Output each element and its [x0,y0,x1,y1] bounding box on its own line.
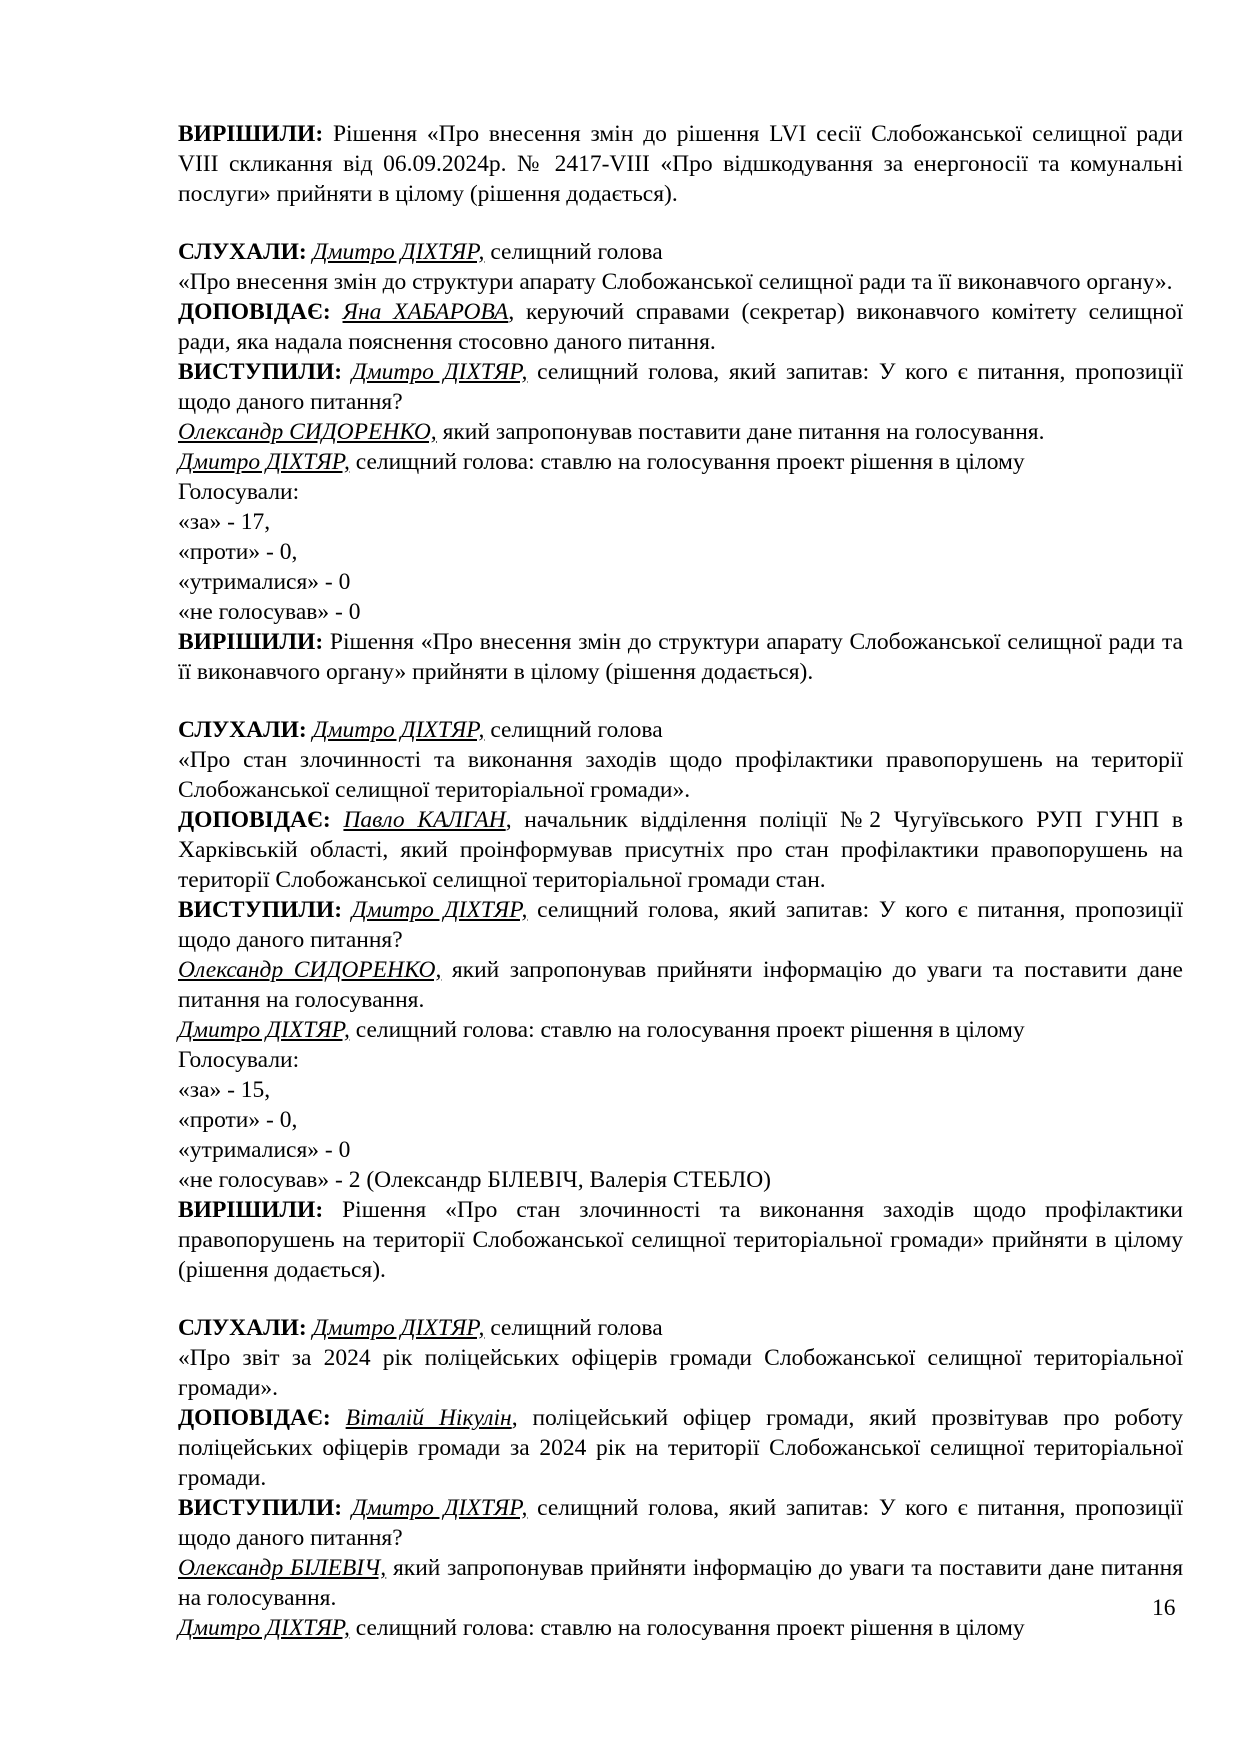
speaker-text: селищний голова: ставлю на голосування проект рішення в цілому [349,449,1025,475]
speaker-name: Віталій Нікулін [345,1405,512,1431]
speaker-paragraph [178,1613,1183,1643]
report-text: , начальник відділення поліції №2 Чугуївського РУП ГУНП в Харківській області, який проінформував присутніх про стан профілактики правопорушень на території Слобожанської селищної територіальної громади стан. [178,807,1183,893]
speaker-text: селищний голова: ставлю на голосування проект рішення в цілому [349,1017,1025,1043]
speaker-role: селищний голова [484,1315,663,1341]
speaker-paragraph [178,1015,1183,1045]
agenda-topic: «Про внесення змін до структури апарату Слобожанської селищної ради та її виконавчого органу». [178,269,1173,295]
speaker-text: який запропонував поставити дане питання на голосування. [436,419,1045,445]
report-text: , поліцейський офіцер громади, який прозвітував про роботу поліцейських офіцерів громади за 2024 рік на території Слобожанської селищної територіальної громади. [178,1405,1183,1491]
section-gap [178,209,1183,237]
section-gap [178,687,1183,715]
speaker-name: Олександр БІЛЕВІЧ, [178,1555,387,1581]
speaker-role: селищний голова [484,239,663,265]
decision-paragraph [178,119,1183,209]
speaker-paragraph [178,955,1183,1015]
spoke-label: ВИСТУПИЛИ: [178,359,343,385]
spoke-text: селищний голова, який запитав: У кого є питання, пропозиції щодо даного питання? [178,359,1183,415]
speaker-name: Дмитро ДІХТЯР, [351,359,528,385]
spoke-text: селищний голова, який запитав: У кого є питання, пропозиції щодо даного питання? [178,1495,1183,1551]
vote-heading: Голосували: [178,479,300,505]
vote-against: «проти» - 0, [178,539,298,565]
decision-text: Рішення «Про стан злочинності та виконання заходів щодо профілактики правопорушень на території Слобожанської селищної територіальної громади» прийняти в цілому (рішення додається). [178,1197,1183,1283]
speaker-text: селищний голова: ставлю на голосування проект рішення в цілому [349,1615,1025,1641]
speaker-name: Олександр СИДОРЕНКО, [178,957,442,983]
speaker-name: Дмитро ДІХТЯР, [312,717,485,743]
agenda-topic: «Про звіт за 2024 рік поліцейських офіцерів громади Слобожанської селищної територіальної громади». [178,1345,1183,1401]
speaker-name: Дмитро ДІХТЯР, [312,1315,485,1341]
agenda-topic: «Про стан злочинності та виконання заходів щодо профілактики правопорушень на території Слобожанської селищної територіальної громади». [178,747,1183,803]
speaker-text: який запропонував прийняти інформацію до уваги та поставити дане питання на голосування. [178,1555,1183,1611]
speaker-name: Олександр СИДОРЕНКО, [178,419,437,445]
vote-against: «проти» - 0, [178,1107,298,1133]
speaker-name: Яна ХАБАРОВА [342,299,509,325]
spoke-label: ВИСТУПИЛИ: [178,1495,343,1521]
section-gap [178,1285,1183,1313]
decided-label: ВИРІШИЛИ: [178,1197,324,1223]
report-label: ДОПОВІДАЄ: [178,1405,331,1431]
spoke-paragraph [178,1493,1183,1553]
speaker-name: Дмитро ДІХТЯР, [178,1017,350,1043]
heard-label: СЛУХАЛИ: [178,239,307,265]
report-text: , керуючий справами (секретар) виконавчого комітету селищної ради, яка надала пояснення стосовно даного питання. [178,299,1183,355]
heard-paragraph [178,1313,1183,1343]
vote-heading: Голосували: [178,1047,300,1073]
vote-abstained: «утрималися» - 0 [178,569,351,595]
report-paragraph [178,297,1183,357]
decision-text: Рішення «Про внесення змін до структури апарату Слобожанської селищної ради та її виконавчого органу» прийняти в цілому (рішення додається). [178,629,1183,685]
decided-label: ВИРІШИЛИ: [178,121,324,147]
report-paragraph [178,805,1183,895]
report-label: ДОПОВІДАЄ: [178,299,331,325]
speaker-role: селищний голова [484,717,663,743]
vote-abstained: «утрималися» - 0 [178,1137,351,1163]
vote-not-voted: «не голосував» - 2 (Олександр БІЛЕВІЧ, Валерія СТЕБЛО) [178,1167,772,1193]
vote-for: «за» - 17, [178,509,271,535]
report-label: ДОПОВІДАЄ: [178,807,331,833]
speaker-name: Павло КАЛГАН [343,807,506,833]
spoke-paragraph [178,895,1183,955]
heard-label: СЛУХАЛИ: [178,717,307,743]
page-number: 16 [1152,1595,1176,1621]
spoke-paragraph [178,357,1183,417]
speaker-name: Дмитро ДІХТЯР, [178,1615,350,1641]
speaker-name: Дмитро ДІХТЯР, [312,239,485,265]
vote-for: «за» - 15, [178,1077,271,1103]
speaker-name: Дмитро ДІХТЯР, [178,449,350,475]
heard-paragraph [178,715,1183,745]
decided-label: ВИРІШИЛИ: [178,629,324,655]
vote-not-voted: «не голосував» - 0 [178,599,361,625]
speaker-paragraph [178,447,1183,477]
report-paragraph [178,1403,1183,1493]
document-body [178,119,1183,1643]
heard-label: СЛУХАЛИ: [178,1315,307,1341]
decision-paragraph [178,627,1183,687]
spoke-label: ВИСТУПИЛИ: [178,897,343,923]
decision-paragraph [178,1195,1183,1285]
decision-text: Рішення «Про внесення змін до рішення LVI сесії Слобожанської селищної ради VIII скликання від 06.09.2024р. № 2417-VIII «Про відшкодування за енергоносії та комунальні послуги» прийняти в цілому (рішення додається). [178,121,1183,207]
heard-paragraph [178,237,1183,267]
speaker-name: Дмитро ДІХТЯР, [351,1495,528,1521]
speaker-name: Дмитро ДІХТЯР, [351,897,528,923]
speaker-paragraph [178,417,1183,447]
speaker-text: який запропонував прийняти інформацію до уваги та поставити дане питання на голосування. [178,957,1183,1013]
speaker-paragraph [178,1553,1183,1613]
spoke-text: селищний голова, який запитав: У кого є питання, пропозиції щодо даного питання? [178,897,1183,953]
